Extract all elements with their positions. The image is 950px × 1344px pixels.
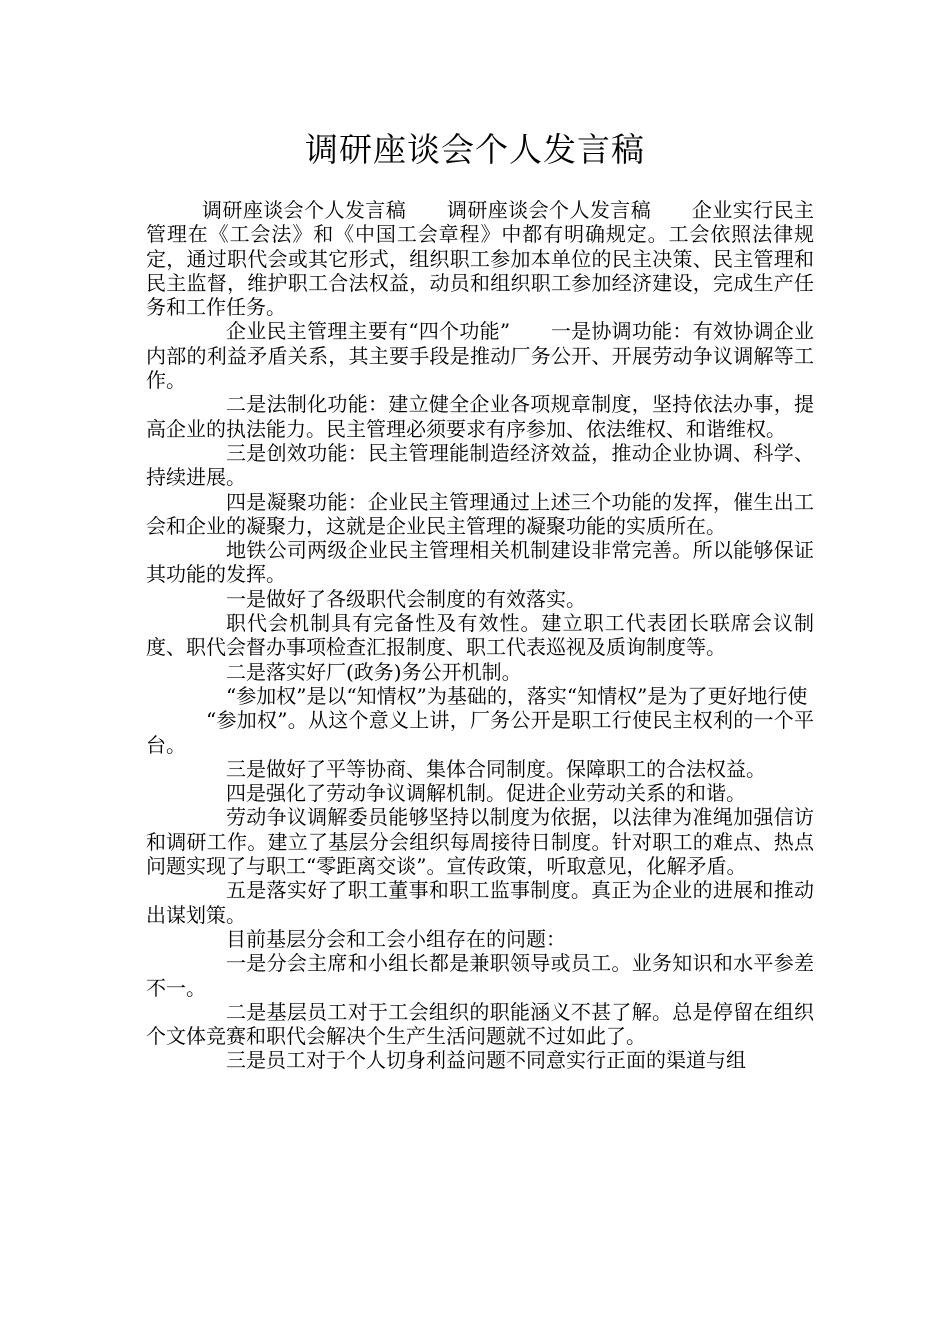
paragraph: 地铁公司两级企业民主管理相关机制建设非常完善。所以能够保证其功能的发挥。: [146, 538, 814, 587]
paragraph: 三是做好了平等协商、集体合同制度。保障职工的合法权益。: [226, 756, 766, 781]
paragraph: 三是创效功能：民主管理能制造经济效益，推动企业协调、科学、持续进展。: [146, 440, 814, 490]
paragraph: “参加权”是以“知情权”为基础的，落实“知情权”是为了更好地行使: [226, 683, 808, 708]
document-title: 调研座谈会个人发言稿: [305, 130, 645, 169]
paragraph: 一是分会主席和小组长都是兼职领导或员工。业务知识和水平参差不一。: [146, 951, 814, 1000]
paragraph: 二是基层员工对于工会组织的职能涵义不甚了解。总是停留在组织个文体竞赛和职代会解决个生产生活问题就不过如此了。: [146, 999, 814, 1049]
paragraph: 职代会机制具有完备性及有效性。建立职工代表团长联席会议制度、职代会督办事项检查汇报制度、职工代表巡视及质询制度等。: [146, 611, 814, 660]
paragraph: “参加权”。从这个意义上讲，厂务公开是职工行使民主权利的一个平台。: [146, 708, 814, 757]
paragraph: 一是做好了各级职代会制度的有效落实。: [226, 586, 586, 611]
paragraph: 四是强化了劳动争议调解机制。促进企业劳动关系的和谐。: [226, 781, 746, 806]
paragraph: 四是凝聚功能：企业民主管理通过上述三个功能的发挥，催生出工会和企业的凝聚力，这就是企业民主管理的凝聚功能的实质所在。: [146, 489, 814, 538]
paragraph: 劳动争议调解委员能够坚持以制度为依据，以法律为准绳加强信访和调研工作。建立了基层分会组织每周接待日制度。针对职工的难点、热点问题实现了与职工“零距离交谈”。宣传政策，听取意见，化解矛盾。: [146, 805, 814, 879]
paragraph: 三是员工对于个人切身利益问题不同意实行正面的渠道与组: [226, 1048, 746, 1073]
paragraph: 调研座谈会个人发言稿 调研座谈会个人发言稿 企业实行民主管理在《工会法》和《中国工会章程》中都有明确规定。工会依照法律规定，通过职代会或其它形式，组织职工参加本单位的民主决策、民主管理和民主监督，维护职工合法权益，动员和组织职工参加经济建设，完成生产任务和工作任务。: [146, 198, 814, 320]
paragraph: 二是落实好厂(政务)务公开机制。: [226, 659, 522, 684]
paragraph: 目前基层分会和工会小组存在的问题：: [226, 926, 566, 951]
paragraph: 二是法制化功能：建立健全企业各项规章制度，坚持依法办事，提高企业的执法能力。民主管理必须要求有序参加、依法维权、和谐维权。: [146, 392, 814, 441]
document-body: [146, 198, 814, 1073]
paragraph: 企业民主管理主要有“四个功能” 一是协调功能：有效协调企业内部的利益矛盾关系，其主要手段是推动厂务公开、开展劳动争议调解等工作。: [146, 319, 814, 393]
paragraph: 五是落实好了职工董事和职工监事制度。真正为企业的进展和推动出谋划策。: [146, 878, 814, 927]
